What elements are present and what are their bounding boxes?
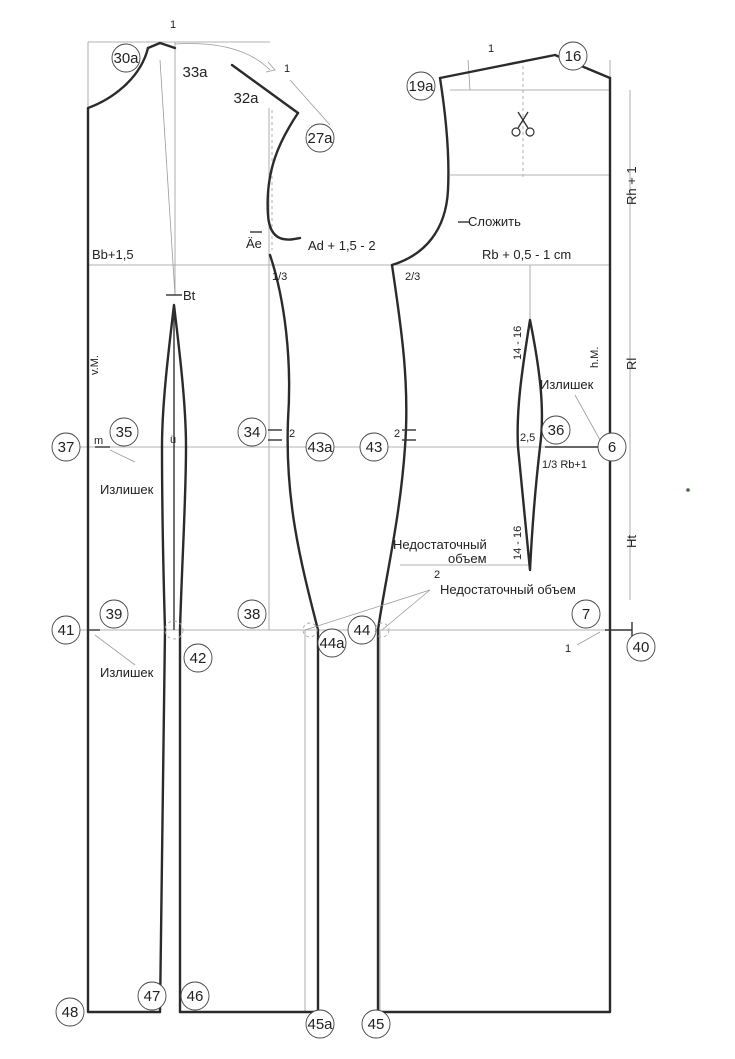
svg-text:Rl: Rl	[624, 357, 639, 370]
svg-text:1/3: 1/3	[272, 271, 288, 283]
svg-text:45a: 45a	[307, 1016, 333, 1033]
point-41	[52, 616, 80, 644]
svg-text:19a: 19a	[408, 78, 434, 95]
front-pattern-piece	[88, 43, 318, 1012]
point-markers	[52, 42, 655, 1038]
svg-text:1: 1	[284, 63, 291, 75]
svg-text:27a: 27a	[307, 130, 333, 147]
svg-text:36: 36	[547, 422, 565, 439]
svg-text:Äe: Äe	[246, 236, 262, 251]
svg-text:Излишек: Излишек	[100, 665, 154, 680]
svg-text:43a: 43a	[307, 439, 333, 456]
svg-text:16: 16	[564, 48, 582, 65]
svg-text:2: 2	[434, 569, 441, 581]
point-46	[181, 982, 209, 1010]
point-39	[100, 600, 128, 628]
svg-text:Недостаточный: Недостаточный	[393, 537, 487, 552]
svg-text:Bb+1,5: Bb+1,5	[92, 247, 134, 262]
svg-text:2/3: 2/3	[405, 271, 421, 283]
point-45a	[306, 1010, 334, 1038]
svg-text:v.M.: v.M.	[89, 355, 101, 375]
svg-text:47: 47	[143, 988, 161, 1005]
point-47	[138, 982, 166, 1010]
point-44	[348, 616, 376, 644]
svg-text:48: 48	[61, 1004, 79, 1021]
construction-lines	[57, 42, 630, 1012]
back-pattern-piece	[378, 55, 610, 1012]
svg-text:44a: 44a	[319, 635, 345, 652]
svg-text:14 - 16: 14 - 16	[512, 325, 524, 360]
svg-text:42: 42	[189, 650, 207, 667]
point-27a	[306, 124, 334, 152]
point-38	[238, 600, 266, 628]
svg-text:объем: объем	[448, 551, 487, 566]
svg-text:38: 38	[243, 606, 261, 623]
svg-text:39: 39	[105, 606, 123, 623]
svg-text:2,5: 2,5	[520, 432, 536, 444]
svg-text:14 - 16: 14 - 16	[512, 525, 524, 560]
svg-text:Сложить: Сложить	[468, 214, 521, 229]
point-43	[360, 433, 388, 461]
point-44a	[318, 629, 346, 657]
point-30a	[112, 44, 140, 72]
svg-text:6: 6	[607, 439, 617, 456]
svg-text:Rb + 0,5 - 1 cm: Rb + 0,5 - 1 cm	[482, 247, 572, 262]
svg-text:2: 2	[394, 428, 401, 440]
point-35	[110, 418, 138, 446]
svg-text:7: 7	[581, 606, 591, 623]
svg-text:45: 45	[367, 1016, 385, 1033]
draft-labels	[89, 19, 639, 680]
svg-text:33a: 33a	[182, 64, 208, 81]
svg-text:ü: ü	[170, 434, 177, 446]
point-19a	[407, 72, 435, 100]
point-36	[542, 416, 570, 444]
point-33a	[182, 64, 208, 81]
svg-text:1: 1	[565, 643, 572, 655]
svg-text:Ht: Ht	[624, 535, 639, 548]
point-40	[627, 633, 655, 661]
svg-text:2: 2	[289, 428, 296, 440]
stray-dot	[686, 488, 690, 492]
point-48	[56, 998, 84, 1026]
svg-text:30a: 30a	[113, 50, 139, 67]
svg-text:h.M.: h.M.	[589, 346, 601, 368]
point-32a	[233, 90, 259, 107]
svg-text:m: m	[94, 435, 104, 447]
svg-text:35: 35	[115, 424, 133, 441]
svg-text:Излишек: Излишек	[540, 377, 594, 392]
svg-text:1: 1	[488, 43, 495, 55]
svg-text:43: 43	[365, 439, 383, 456]
svg-text:Недостаточный объем: Недостаточный объем	[440, 582, 576, 597]
svg-text:Ad + 1,5 - 2: Ad + 1,5 - 2	[308, 238, 376, 253]
svg-text:37: 37	[57, 439, 75, 456]
svg-text:Rh + 1: Rh + 1	[624, 166, 639, 205]
svg-text:41: 41	[57, 622, 75, 639]
svg-text:34: 34	[243, 424, 261, 441]
point-43a	[306, 433, 334, 461]
point-37	[52, 433, 80, 461]
point-42	[184, 644, 212, 672]
svg-text:40: 40	[632, 639, 650, 656]
svg-text:32a: 32a	[233, 90, 259, 107]
point-45	[362, 1010, 390, 1038]
svg-text:1/3 Rb+1: 1/3 Rb+1	[542, 459, 587, 471]
point-34	[238, 418, 266, 446]
svg-text:Bt: Bt	[183, 288, 196, 303]
point-16	[559, 42, 587, 70]
point-6	[598, 433, 626, 461]
point-7	[572, 600, 600, 628]
svg-text:1: 1	[170, 19, 177, 31]
svg-text:Излишек: Излишек	[100, 482, 154, 497]
svg-text:46: 46	[186, 988, 204, 1005]
svg-text:44: 44	[353, 622, 371, 639]
